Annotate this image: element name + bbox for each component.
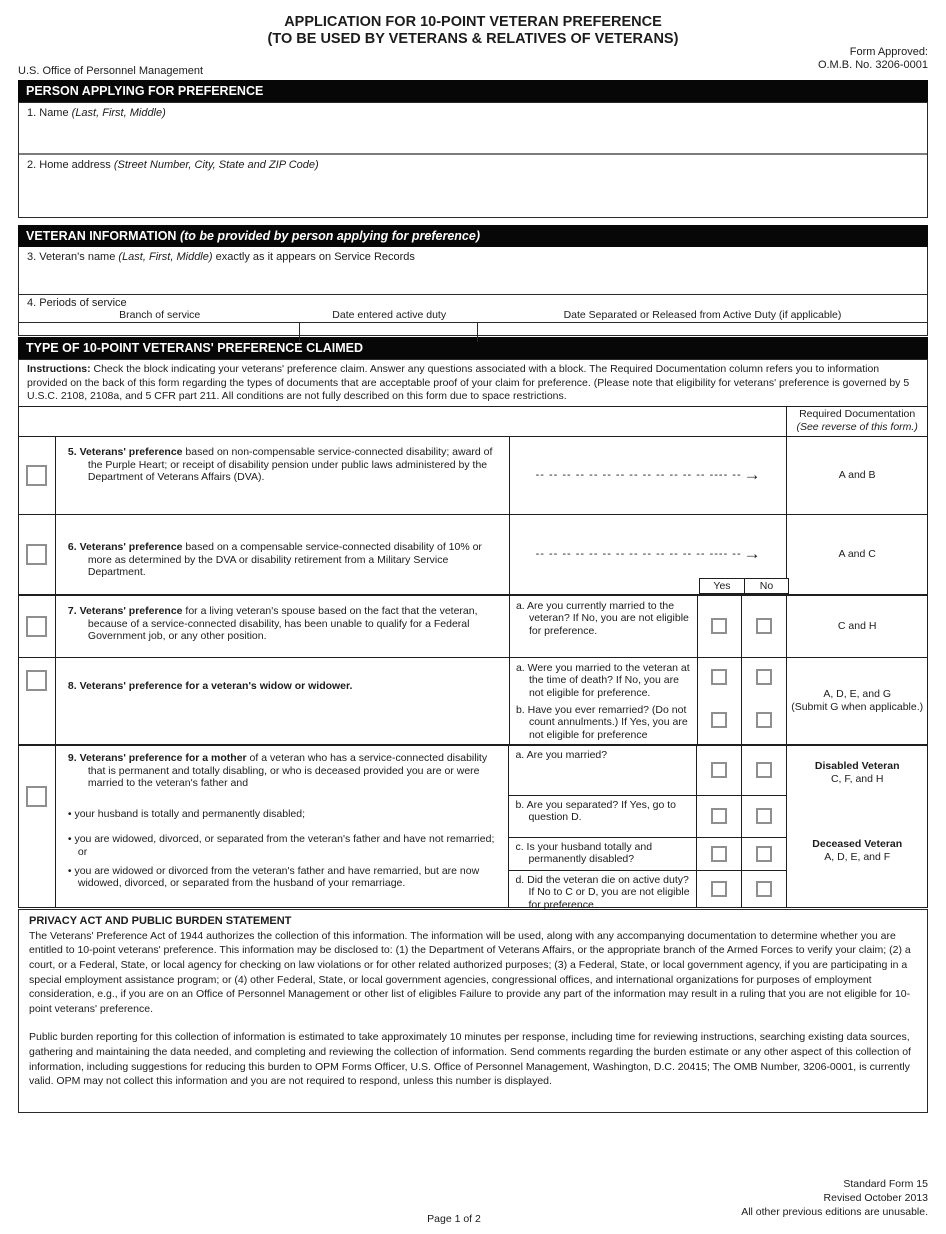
item-8-required-docs: A, D, E, and G (Submit G when applicable.) [786,658,927,744]
name-input[interactable] [19,119,927,143]
checkbox-9d-no[interactable] [756,881,772,897]
question-8b: b. Have you ever remarried? (Do not count annulments.) If Yes, you are not eligible for preference [515,703,688,741]
checkbox-item-6[interactable] [26,544,47,565]
item-9-bullet-1: • your husband is totally and permanently disabled; [67,808,306,821]
checkbox-9b-no[interactable] [756,808,772,824]
field-name [19,103,927,153]
item-8-docs-note: (Submit G when applicable.) [791,700,924,713]
claims-table [18,406,928,911]
field-periods-label: 4. Periods of service [27,297,127,309]
date-separated-input[interactable] [478,323,927,342]
instructions-lead: Instructions: [27,363,91,375]
privacy-paragraph-1: The Veterans' Preference Act of 1944 authorizes the collection of this information. The information will be used, along with any accompanying documentation to determine whether you are entitled to 10-point veterans' preference. This information may be disclosed to: (1) the Department of Veterans Affairs, or the appropriate branch of the Armed Forces to verify your claim; (2) a court, or a Federal, State, or local agency for checking on law violations or for other related authorized purposes; (3) a Federal, State, or local government agency, if you are participating in a special employment assistance program; or (4) other Federal, State, or local government agencies, congressional offices, and international organizations for purposes of employment consideration, e.g., if you are on an Office of Personnel Management or other list of eligibles Failure to provide any part of the information may result in a ruling that you are not eligible for 10-point veterans' preference. [29,929,911,1015]
form-revision: Revised October 2013 [823,1191,928,1204]
item-9-bullet-3: • you are widowed or divorced from the veteran's father and have remarried, but are now widowed, divorced, or separated from the husband of your remarriage. [67,864,480,890]
checkbox-8b-no[interactable] [756,712,772,728]
checkbox-8b-yes[interactable] [711,712,727,728]
veteran-info-note: (to be provided by person applying for preference) [179,229,480,243]
no-column-header: No [745,578,789,594]
checkbox-9a-no[interactable] [756,762,772,778]
instructions-text: Instructions: Check the block indicating your veterans' preference claim. Answer any questions associated with a block. The Required Documentation column refers you to information provided on the back of this form regarding the types of documents that are acceptable proof of your claim for preference. (Please note that eligibility for veterans' preference is governed by 5 U.S.C. 2108, 2108a, and 5 CFR part 211. All conditions are not fully described on this form due to space restrictions. [18,359,928,407]
required-documentation-note: (See reverse of this form.) [796,420,918,433]
section-bar-type-claimed: TYPE OF 10-POINT VETERANS' PREFERENCE CLAIMED [18,337,928,359]
claims-header-row [19,407,927,436]
field-home-address [19,153,927,217]
checkbox-item-7[interactable] [26,616,47,637]
field-periods-of-service [18,295,928,336]
field-name-number: 1. [27,107,37,119]
checkbox-9c-no[interactable] [756,846,772,862]
col-header-date-entered: Date entered active duty [332,309,447,321]
omb-number: O.M.B. No. 3206-0001 [817,59,928,71]
required-documentation-header: Required Documentation (See reverse of this form.) [786,407,927,436]
form-edition-note: All other previous editions are unusable. [741,1205,928,1218]
disabled-veteran-docs: Disabled Veteran C, F, and H [814,759,900,785]
section-bar-person-applying: PERSON APPLYING FOR PREFERENCE [18,80,928,102]
claim-row-5 [19,436,927,514]
form-header [18,0,928,80]
veteran-name-input[interactable] [19,263,927,287]
question-9c: c. Is your husband totally and permanently disabled? [509,838,697,870]
checkbox-item-9[interactable] [26,786,47,807]
claim-row-6 [19,514,927,594]
field-veteran-name-label: 3. Veteran's name (Last, First, Middle) exactly as it appears on Service Records [27,251,415,263]
item-7-questions [510,596,698,657]
form-approved-label: Form Approved: [849,46,928,58]
field-name-hint: (Last, First, Middle) [71,107,166,119]
item-6-text: 6. Veterans' preference based on a compensable service-connected disability of 10% or more as determined by the DVA or disability retirement from a Military Service Department. [67,540,482,579]
question-9d: d. Did the veteran die on active duty? If No to C or D, you are not eligible for preference. [509,871,697,908]
question-7a: a. Are you currently married to the veteran? If No, you are not eligible for preference. [515,599,689,637]
periods-column-headers [19,309,927,323]
item-6-required-docs: A and C [786,515,927,594]
col-header-branch: Branch of service [119,309,201,321]
question-9a: a. Are you married? [509,746,697,795]
checkbox-9d-yes[interactable] [711,881,727,897]
claim-row-9 [19,744,927,911]
checkbox-item-8[interactable] [26,670,47,691]
item-6-arrow: -- -- -- -- -- -- -- -- -- -- -- -- -- ---- -- → [535,544,761,564]
form-number: Standard Form 15 [843,1177,928,1190]
yes-column-header: Yes [699,578,745,594]
field-address-label: 2. Home address (Street Number, City, State and ZIP Code) [27,159,319,171]
item-5-text: 5. Veterans' preference based on non-compensable service-connected disability; award of the Purple Heart; or receipt of disability pension under public laws administered by the Department of Veterans Affairs (DVA). [67,445,493,484]
field-periods-number: 4. [27,297,37,309]
checkbox-7a-no[interactable] [756,618,772,634]
checkbox-8a-no[interactable] [756,669,772,685]
arrow-right-icon: → [743,544,761,564]
deceased-veteran-docs: Deceased Veteran A, D, E, and F [812,837,903,863]
page-number: Page 1 of 2 [427,1212,481,1225]
item-5-required-docs: A and B [786,437,927,514]
home-address-input[interactable] [19,171,927,211]
checkbox-7a-yes[interactable] [711,618,727,634]
arrow-right-icon: → [743,465,761,485]
applicant-fields-box [18,102,928,218]
privacy-heading: PRIVACY ACT AND PUBLIC BURDEN STATEMENT [29,914,292,927]
checkbox-9a-yes[interactable] [711,762,727,778]
form-title [18,0,928,48]
agency-name: U.S. Office of Personnel Management [18,65,204,77]
question-8a: a. Were you married to the veteran at the time of death? If No, you are not eligible for preference. [515,661,690,699]
form-title-line2: (TO BE USED BY VETERANS & RELATIVES OF VETERANS) [267,31,679,47]
checkbox-8a-yes[interactable] [711,669,727,685]
field-veteran-name-suffix: exactly as it appears on Service Records [212,251,415,263]
checkbox-item-5[interactable] [26,465,47,486]
privacy-act-statement [18,909,928,1113]
page-footer [18,1113,928,1234]
item-8-questions [510,658,698,744]
question-9b: b. Are you separated? If Yes, go to question D. [509,796,697,837]
field-veteran-name [18,247,928,295]
form-title-line1: APPLICATION FOR 10-POINT VETERAN PREFERENCE [284,14,662,30]
col-header-date-separated: Date Separated or Released from Active Duty (if applicable) [563,309,842,321]
claim-row-8 [19,657,927,744]
yes-no-column-headers [699,578,789,594]
item-9-required-docs [786,746,927,908]
claim-row-7 [19,594,927,657]
item-9-text: 9. Veterans' preference for a mother of a veteran who has a service-connected disability that is permanent and totally disabling, or who is deceased provided you are or were married to the veteran's father and [67,751,488,790]
field-name-label: 1. Name (Last, First, Middle) [27,107,166,119]
checkbox-9b-yes[interactable] [711,808,727,824]
section-bar-veteran-information: VETERAN INFORMATION (to be provided by person applying for preference) [18,225,928,247]
item-8-text: 8. Veterans' preference for a veteran's widow or widower. [67,679,353,692]
item-9-question-grid [509,746,786,911]
item-9-bullet-2: • you are widowed, divorced, or separated from the veteran's father and have not remarried; or [67,832,495,858]
item-7-text: 7. Veterans' preference for a living veteran's spouse based on the fact that the veteran, because of a service-connected disability, has been unable to qualify for a Federal Government job, or any other position. [67,604,478,643]
item-5-arrow: -- -- -- -- -- -- -- -- -- -- -- -- -- ---- -- → [535,465,761,485]
checkbox-9c-yes[interactable] [711,846,727,862]
field-veteran-name-hint: (Last, First, Middle) [118,251,213,263]
field-address-hint: (Street Number, City, State and ZIP Code) [113,159,319,171]
field-veteran-name-number: 3. [27,251,37,263]
item-7-required-docs: C and H [786,596,927,657]
omb-approval [818,46,928,72]
privacy-paragraph-2: Public burden reporting for this collection of information is estimated to take approximately 10 minutes per response, including time for reviewing instructions, searching existing data sources, gathering and maintaining the data needed, and completing and reviewing the collection of information. Send comments regarding the burden estimate or any other aspect of this collection of information, including suggestions for reducing this burden to OPM Forms Officer, U.S. Office of Personnel Management, Washington, D.C. 20415; The OMB Number, 3206-0001, is currently valid. OPM may not collect this information and you are not required to respond, unless this number is displayed. [29,1031,911,1088]
form-identification [741,1177,928,1219]
field-address-number: 2. [27,159,37,171]
